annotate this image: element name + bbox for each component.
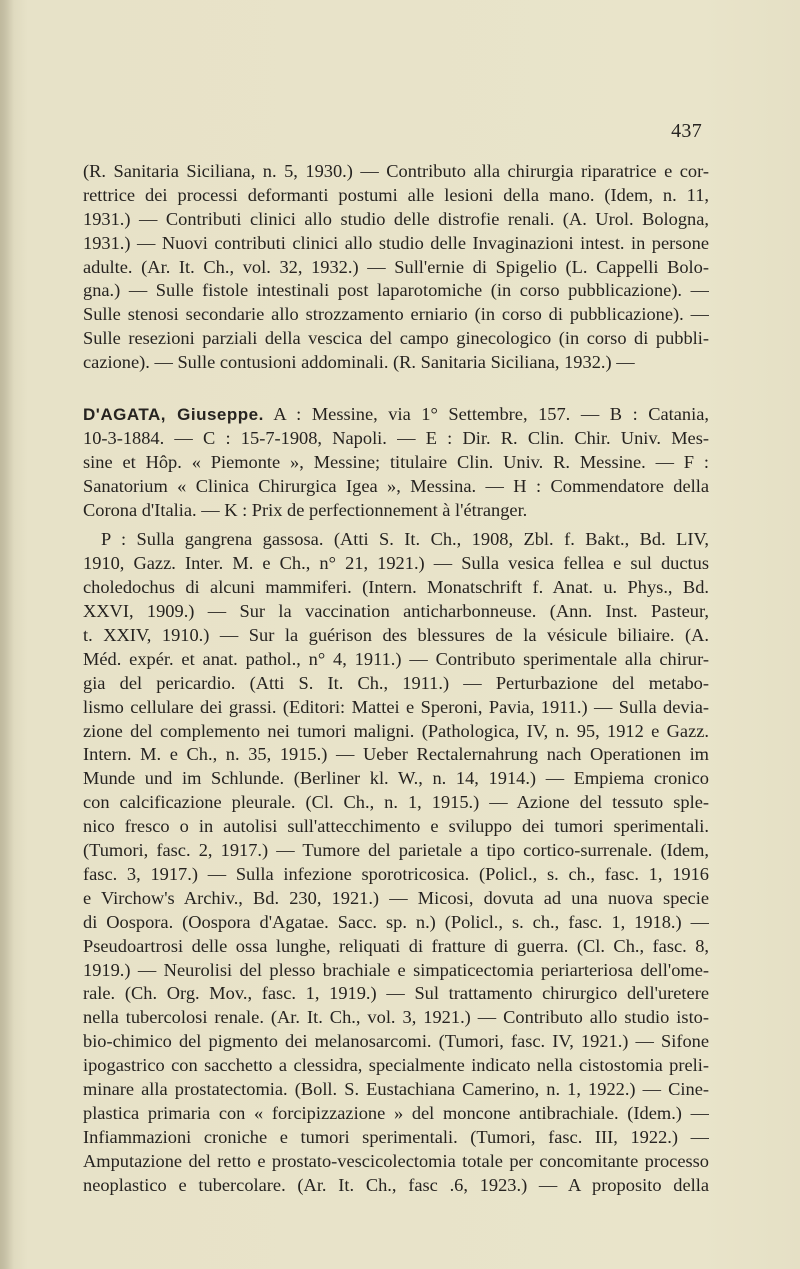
text-line: rettrice dei processi deformanti postumi alle lesioni della mano. (Idem, n. 11,	[83, 184, 709, 205]
paragraph-dagata-entry	[83, 403, 709, 522]
text-line: Amputazione del retto e prostato-vescicolectomia totale per concomitante processo	[83, 1150, 709, 1171]
entry-separator	[83, 375, 709, 403]
text-line: plastica primaria con « forcipizzazione » del moncone antibrachiale. (Idem.) —	[83, 1102, 709, 1123]
text-line: Pseudoartrosi delle ossa lunghe, reliquati di fratture di guerra. (Cl. Ch., fasc. 8,	[83, 935, 709, 956]
text-line: bio-chimico del pigmento dei melanosarcomi. (Tumori, fasc. IV, 1921.) — Sifone	[83, 1031, 709, 1052]
text-line: (R. Sanitaria Siciliana, n. 5, 1930.) — Contributo alla chirurgia riparatrice e cor-	[83, 161, 709, 181]
text-line: choledochus di alcuni mammiferi. (Intern. Monatschrift f. Anat. u. Phys., Bd.	[83, 577, 709, 598]
entry-heading-rest: A : Messine, via 1° Settembre, 157. — B : Catania,	[263, 404, 709, 425]
text-line: con calcificazione pleurale. (Cl. Ch., n. 1, 1915.) — Azione del tessuto sple-	[83, 792, 709, 813]
text-line: adulte. (Ar. It. Ch., vol. 32, 1932.) — Sull'ernie di Spigelio (L. Cappelli Bolo-	[83, 256, 709, 277]
text-line: t. XXIV, 1910.) — Sur la guérison des blessures de la vésicule biliaire. (A.	[83, 625, 709, 646]
text-line: zione del complemento nei tumori maligni. (Pathologica, IV, n. 95, 1912 e Gazz.	[83, 720, 709, 741]
text-line: gia del pericardio. (Atti S. It. Ch., 1911.) — Perturbazione del metabo-	[83, 672, 709, 693]
text-line: Sanatorium « Clinica Chirurgica Igea », Messina. — H : Commendatore della	[83, 475, 709, 496]
text-line: neoplastico e tubercolare. (Ar. It. Ch., fasc .6, 1923.) — A proposito della	[83, 1174, 709, 1195]
text-line: XXVI, 1909.) — Sur la vaccination anticharbonneuse. (Ann. Inst. Pasteur,	[83, 601, 709, 622]
text-line: ipogastrico con sacchetto a clessidra, specialmente indicato nella cistostomia preli-	[83, 1055, 709, 1076]
text-line: e Virchow's Archiv., Bd. 230, 1921.) — Micosi, dovuta ad una nuova specie	[83, 887, 709, 908]
text-line: di Oospora. (Oospora d'Agatae. Sacc. sp. n.) (Policl., s. ch., fasc. 1, 1918.) —	[83, 911, 709, 932]
text-line: Intern. M. e Ch., n. 35, 1915.) — Ueber Rectalernahrung nach Operationen im	[83, 744, 709, 765]
text-line: nico fresco o in autolisi sull'attecchimento e sviluppo dei tumori sperimentali.	[83, 816, 709, 837]
paragraph-continuation	[83, 160, 709, 375]
text-line: Sulle resezioni parziali della vescica del campo ginecologico (in corso di pubbli-	[83, 328, 709, 349]
text-line: P : Sulla gangrena gassosa. (Atti S. It. Ch., 1908, Zbl. f. Bakt., Bd. LIV,	[101, 529, 709, 550]
text-line: 1931.) — Nuovi contributi clinici allo studio delle Invaginazioni intest. in persone	[83, 232, 709, 253]
gutter-shadow	[0, 0, 14, 1269]
text-line: 1931.) — Contributi clinici allo studio delle distrofie renali. (A. Urol. Bologna,	[83, 208, 709, 229]
text-line: Infiammazioni croniche e tumori sperimentali. (Tumori, fasc. III, 1922.) —	[83, 1126, 709, 1147]
paragraph-dagata-publications	[83, 528, 709, 1197]
text-line: gna.) — Sulle fistole intestinali post laparotomiche (in corso pubblicazione). —	[83, 280, 709, 301]
page-number: 437	[671, 120, 702, 142]
text-line: minare alla prostatectomia. (Boll. S. Eustachiana Camerino, n. 1, 1922.) — Cine-	[83, 1078, 709, 1099]
entry-heading: D'AGATA, Giuseppe.	[83, 405, 264, 425]
text-line: lismo cellulare dei grassi. (Editori: Mattei e Speroni, Pavia, 1911.) — Sulla devia-	[83, 696, 709, 717]
text-line: cazione). — Sulle contusioni addominali. (R. Sanitaria Siciliana, 1932.) —	[83, 352, 635, 373]
text-line: rale. (Ch. Org. Mov., fasc. 1, 1919.) — Sul trattamento chirurgico dell'uretere	[83, 983, 709, 1004]
text-line: sine et Hôp. « Piemonte », Messine; titulaire Clin. Univ. R. Messine. — F :	[83, 451, 709, 472]
text-line: Corona d'Italia. — K : Prix de perfectionnement à l'étranger.	[83, 499, 528, 520]
text-line: Méd. expér. et anat. pathol., n° 4, 1911.) — Contributo sperimentale alla chirur-	[83, 648, 709, 669]
text-line: Sulle stenosi secondarie allo strozzamento erniario (in corso di pubblicazione). —	[83, 304, 709, 325]
text-line: Munde und im Schlunde. (Berliner kl. W., n. 14, 1914.) — Empiema cronico	[83, 768, 709, 789]
text-line: 10-3-1884. — C : 15-7-1908, Napoli. — E : Dir. R. Clin. Chir. Univ. Mes-	[83, 427, 709, 448]
text-line: (Tumori, fasc. 2, 1917.) — Tumore del parietale a tipo cortico-surrenale. (Idem,	[83, 840, 709, 861]
text-line: nella tubercolosi renale. (Ar. It. Ch., vol. 3, 1921.) — Contributo allo studio isto-	[83, 1007, 709, 1028]
text-body	[83, 160, 709, 1197]
text-line	[83, 403, 709, 427]
text-line: 1910, Gazz. Inter. M. e Ch., n° 21, 1921.) — Sulla vesica fellea e sul ductus	[83, 553, 709, 574]
text-line: fasc. 3, 1917.) — Sulla infezione sporotricosica. (Policl., s. ch., fasc. 1, 1916	[83, 863, 709, 884]
text-line: 1919.) — Neurolisi del plesso brachiale e simpaticectomia periarteriosa dell'ome-	[83, 959, 709, 980]
